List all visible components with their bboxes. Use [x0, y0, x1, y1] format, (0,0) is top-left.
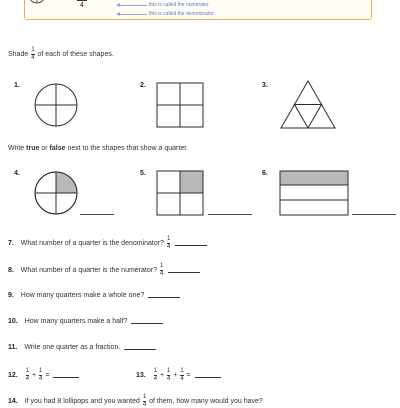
word-true: true — [26, 145, 40, 152]
question-11-answer-line[interactable] — [124, 349, 156, 350]
question-7 — [8, 236, 207, 250]
rectangle-thirds-shape — [279, 170, 349, 216]
question-14-text-pre: If you had 8 lollipops and you wanted — [24, 397, 140, 405]
q12-f1-numerator: 1 — [25, 368, 30, 374]
q13-plus-1: + — [159, 371, 165, 379]
q13-f2-numerator: 1 — [167, 368, 171, 374]
write-suffix: next to the shapes that show a quarter. — [67, 145, 189, 152]
shade-fraction — [31, 47, 34, 61]
item-6-number: 6. — [262, 170, 268, 177]
section2-instruction — [8, 145, 188, 152]
square-quarters-shape[interactable] — [156, 82, 204, 128]
question-13-answer-line[interactable] — [195, 377, 221, 378]
q13-f1-numerator: 1 — [153, 368, 158, 374]
question-12 — [8, 368, 79, 382]
question-10-number: 10. — [8, 318, 18, 325]
question-10-text: How many quarters make a half? — [24, 318, 128, 325]
question-14 — [8, 394, 263, 408]
section1-instruction — [8, 47, 114, 61]
question-12-number: 12. — [8, 371, 18, 379]
shade-suffix: of each of these shapes. — [37, 50, 114, 58]
q14-denominator: 4 — [142, 402, 147, 408]
item-5-number: 5. — [140, 170, 146, 177]
shade-prefix: Shade — [8, 50, 29, 58]
circle-quarters-shape[interactable] — [33, 82, 79, 128]
q13-equals: = — [186, 371, 191, 379]
numerator-arrow — [117, 5, 147, 6]
question-10 — [8, 318, 163, 325]
denominator-note: this is called the denominator — [149, 11, 214, 17]
word-or: or — [41, 145, 48, 152]
square-one-quarter-shaded-shape — [156, 170, 204, 216]
item-5-answer-line[interactable] — [208, 214, 252, 215]
circle-one-quarter-shaded-shape — [33, 170, 79, 216]
q13-plus-2: + — [173, 371, 178, 379]
q12-fraction-1 — [26, 368, 29, 382]
header-circle-icon — [28, 0, 46, 10]
q12-fraction-2 — [39, 368, 42, 382]
q13-fraction-2 — [167, 368, 170, 382]
header-denominator: 4 — [80, 2, 84, 9]
triangle-quarters-shape[interactable] — [280, 80, 336, 130]
question-7-answer-line[interactable] — [175, 245, 207, 246]
question-14-number: 14. — [8, 397, 18, 405]
question-7-text: What number of a quarter is the denominator? — [20, 239, 164, 247]
q13-f2-denominator: 4 — [167, 376, 171, 382]
q7-denominator: 4 — [166, 244, 171, 250]
question-9 — [8, 292, 180, 299]
question-11-number: 11. — [8, 344, 18, 351]
header-fraction-bar — [77, 0, 87, 1]
word-false: false — [49, 145, 66, 152]
write-prefix: Write — [8, 145, 25, 152]
item-3-number: 3. — [262, 82, 268, 89]
q13-fraction-3 — [180, 368, 183, 382]
item-2-number: 2. — [140, 82, 146, 89]
question-7-fraction — [167, 236, 170, 250]
question-7-number: 7. — [8, 239, 14, 247]
item-4-number: 4. — [14, 170, 20, 177]
question-8-answer-line[interactable] — [168, 272, 200, 273]
q13-fraction-1 — [154, 368, 157, 382]
definition-box — [24, 0, 372, 20]
shade-fraction-numerator: 1 — [31, 47, 35, 53]
denominator-arrow — [117, 14, 147, 15]
question-9-answer-line[interactable] — [148, 297, 180, 298]
q13-f3-denominator: 4 — [180, 376, 184, 382]
question-13 — [136, 368, 221, 382]
q8-numerator: 1 — [159, 263, 164, 269]
q13-f3-numerator: 1 — [180, 368, 184, 374]
q14-numerator: 1 — [142, 394, 147, 400]
question-11 — [8, 344, 156, 351]
question-10-answer-line[interactable] — [131, 323, 163, 324]
q7-numerator: 1 — [166, 236, 171, 242]
question-9-text: How many quarters make a whole one? — [20, 292, 145, 299]
numerator-note: this is called the numerator — [149, 2, 209, 8]
question-8 — [8, 263, 200, 277]
question-9-number: 9. — [8, 292, 14, 299]
shade-fraction-denominator: 4 — [31, 55, 35, 61]
header-fraction — [77, 0, 87, 10]
question-14-fraction — [143, 394, 146, 408]
question-8-fraction — [160, 263, 163, 277]
question-13-number: 13. — [136, 371, 146, 379]
question-11-text: Write one quarter as a fraction. — [24, 344, 121, 351]
item-6-answer-line[interactable] — [352, 214, 396, 215]
question-14-text-post: of them, how many would you have? — [149, 397, 263, 405]
q12-f2-denominator: 4 — [39, 376, 43, 382]
q12-f2-numerator: 1 — [39, 368, 43, 374]
question-12-answer-line[interactable] — [53, 377, 79, 378]
q12-equals: = — [45, 371, 50, 379]
question-8-text: What number of a quarter is the numerator? — [20, 266, 157, 274]
q12-f1-denominator: 4 — [25, 376, 30, 382]
item-4-answer-line[interactable] — [80, 214, 114, 215]
q13-f1-denominator: 4 — [153, 376, 158, 382]
q12-plus: + — [31, 371, 37, 379]
item-1-number: 1. — [14, 82, 20, 89]
question-8-number: 8. — [8, 266, 14, 274]
q8-denominator: 4 — [159, 271, 164, 277]
